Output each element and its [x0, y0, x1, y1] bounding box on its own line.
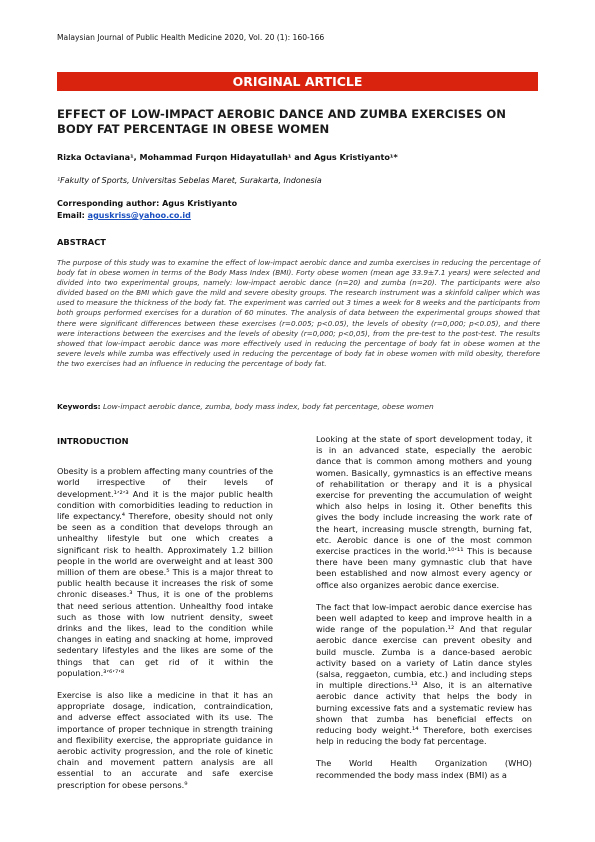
- corresponding-author-block: [57, 198, 237, 222]
- right-column: [316, 434, 532, 792]
- keywords-text: Low-impact aerobic dance, zumba, body mass index, body fat percentage, obese women: [100, 402, 434, 411]
- body-paragraph: The fact that low-impact aerobic dance exercise has been well adapted to keep and improve health in a wide range of the population.¹² And that regular aerobic dance exercise can prevent obesity and build muscle. Zumba is a dance-based aerobic activity based on a variety of Latin dance styles (salsa, reggaeton, cumbia, etc.) and including steps in multiple directions.¹³ Also, it is an alternative aerobic dance activity that helps the body in burning excessive fats and a systematic review has shown that zumba has beneficial effects on reducing body weight.¹⁴ Therefore, both exercises help in reducing the body fat percentage.: [316, 601, 532, 747]
- affiliation: ¹Fakulty of Sports, Universitas Sebelas Maret, Surakarta, Indonesia: [57, 176, 322, 185]
- abstract-heading: ABSTRACT: [57, 237, 106, 247]
- email-label: Email:: [57, 211, 88, 220]
- email-link[interactable]: aguskriss@yahoo.co.id: [87, 211, 191, 220]
- article-title: EFFECT OF LOW-IMPACT AEROBIC DANCE AND ZUMBA EXERCISES ON BODY FAT PERCENTAGE IN OBESE WOMEN: [57, 107, 506, 136]
- keywords-line: [57, 402, 434, 411]
- keywords-label: Keywords:: [57, 402, 101, 411]
- body-paragraph: Exercise is also like a medicine in that it has an appropriate dosage, indication, contraindication, and adverse effect associated with its use. The importance of proper technique in strength training and flexibility exercise, the appropriate guidance in aerobic activity progression, and the role of kinetic chain and movement pattern analysis are all essential to an accurate and safe exercise prescription for obese persons.⁹: [57, 690, 273, 790]
- journal-header: Malaysian Journal of Public Health Medicine 2020, Vol. 20 (1): 160-166: [57, 33, 325, 42]
- article-type-banner: ORIGINAL ARTICLE: [57, 72, 538, 91]
- body-paragraph: Obesity is a problem affecting many countries of the world irrespective of their levels of development.¹ʼ²ʼ³ And it is the major public health condition with comorbidities leading to reduction in life expectancy.⁴ Therefore, obesity should not only be seen as a condition that develops through an unhealthy lifestyle but one which creates a significant risk to health. Approximately 1.2 billion people in the world are overweight and at least 300 million of them are obese.⁵ This is a major threat to public health because it increases the risk of some chronic diseases.³ Thus, it is one of the problems that need serious attention. Unhealthy food intake such as those with low nutrient density, sweet drinks and the likes, lead to the condition while changes in eating and snacking at home, improved sedentary lifestyles and the likes are some of the things that can get rid of it within the population.³ʼ⁶ʼ⁷ʼ⁸: [57, 466, 273, 678]
- body-paragraph: Looking at the state of sport development today, it is in an advanced state, especially the aerobic dance that is common among mothers and young women. Basically, gymnastics is an effective means of rehabilitation or therapy and it is a physical exercise for preventing the accumulation of weight which also helps in losing it. Other benefits this gives the body include increasing the work rate of the heart, increasing muscle strength, burning fat, etc. Aerobic dance is one of the most common exercise practices in the world.¹⁰ʼ¹¹ This is because there have been many gymnastic club that have been established and now almost every agency or office also organizes aerobic dance exercise.: [316, 434, 532, 590]
- introduction-heading: INTRODUCTION: [57, 436, 129, 446]
- abstract-text: The purpose of this study was to examine the effect of low-impact aerobic dance and zumba exercises in reducing the percentage of body fat in obese women in terms of the Body Mass Index (BMI). Forty obese women (mean age 33.9±7.1 years) were selected and divided into two experimental groups, namely: low-impact aerobic dance (n=20) and zumba (n=20). The participants were also divided based on the BMI which gave the mild and severe obesity groups. The research instrument was a skinfold caliper which was used to measure the thickness of the body fat. The experiment was carried out 3 times a week for 8 weeks and the participants from both groups performed exercises for a duration of 60 minutes. The analysis of data between the experimental groups showed that there were significant differences between these exercises (r=0.005; p<0.05), the levels of obesity (r=0,000; p<0.05), and there were interactions between the exercises and the levels of obesity (r=0,000; p<0,05), from the pre-test to the post-test. The results showed that low-impact aerobic dance was more effectively used in reducing the percentage of body fat in obese women at the severe levels while zumba was effectively used in reducing the percentage of body fat in obese women with mild obesity, therefore the two exercises had an influence in reducing the percentage of body fat.: [57, 258, 540, 368]
- body-paragraph: The World Health Organization (WHO) recommended the body mass index (BMI) as a: [316, 758, 532, 780]
- corresponding-author: Corresponding author: Agus Kristiyanto: [57, 199, 238, 208]
- email-line: [57, 210, 237, 222]
- left-column: [57, 436, 273, 802]
- author-list: Rizka Octaviana¹, Mohammad Furqon Hidayatullah¹ and Agus Kristiyanto¹*: [57, 152, 398, 162]
